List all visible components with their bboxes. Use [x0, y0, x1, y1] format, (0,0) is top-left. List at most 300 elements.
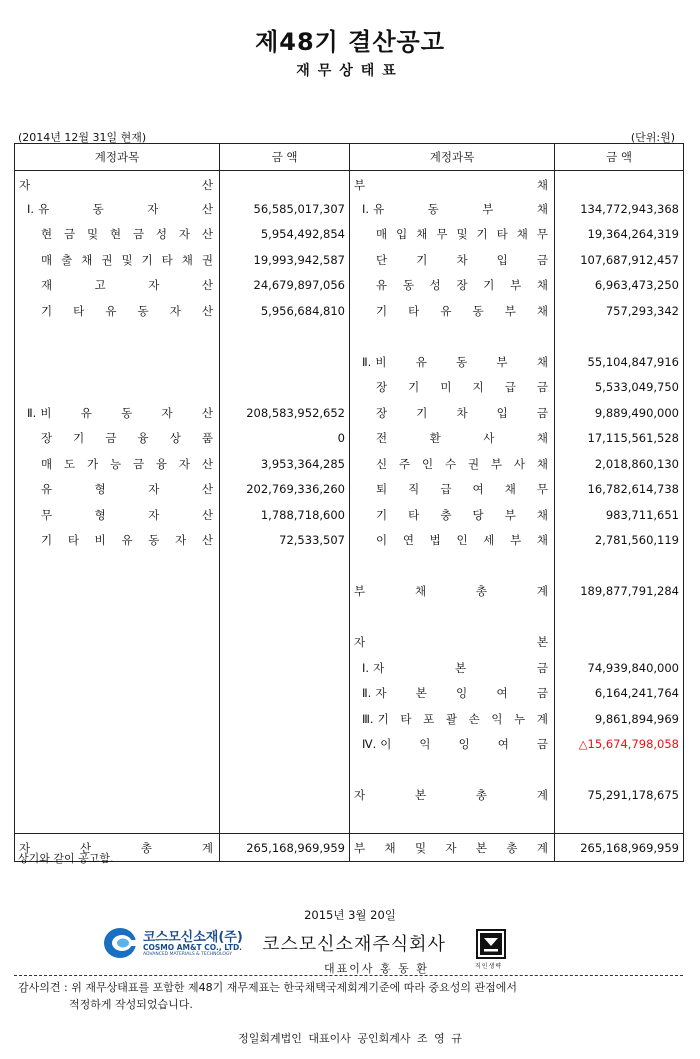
liability-equity-amount-cell: [555, 247, 684, 273]
account-label-part: 단: [376, 252, 388, 267]
account-label-part: 이 연 법 인 세 부 채: [376, 533, 548, 548]
account-label-part: 여: [496, 686, 508, 701]
account-label-part: 여: [497, 737, 509, 752]
header-amount-left: 금 액: [220, 144, 350, 171]
account-label: [354, 277, 550, 293]
roman-numeral: Ⅱ.: [362, 686, 372, 701]
liability-equity-account-cell: [350, 426, 555, 452]
table-row: [15, 630, 684, 656]
asset-amount-cell: [220, 757, 350, 783]
asset-amount-cell: [220, 247, 350, 273]
asset-account-cell: [15, 222, 220, 248]
asset-amount-cell: [220, 553, 350, 579]
liability-equity-account-cell: [350, 375, 555, 401]
account-label-part: 직: [408, 482, 420, 497]
account-label-part: 자: [19, 840, 31, 855]
account-label: [19, 507, 215, 523]
table-row: [15, 706, 684, 732]
account-label-part: 산: [79, 840, 92, 855]
roman-numeral: Ⅰ.: [362, 660, 370, 675]
account-label-part: 재: [41, 278, 53, 293]
account-label-part: 차: [456, 252, 468, 267]
liability-equity-account-cell: [350, 171, 555, 197]
liability-equity-amount-cell: [555, 808, 684, 834]
account-label-part: 계: [201, 840, 213, 855]
account-label: [19, 177, 215, 193]
liability-equity-account-cell: [350, 222, 555, 248]
account-label: [354, 303, 550, 319]
liability-equity-account-cell: [350, 502, 555, 528]
account-label-part: 기 타 비 유 동 자 산: [41, 533, 213, 548]
account-label-part: 이: [380, 737, 392, 752]
account-label-part: 총: [140, 840, 153, 855]
account-label-part: 채: [536, 177, 548, 192]
liability-equity-amount-cell: [555, 477, 684, 503]
liability-equity-account-cell: [350, 732, 555, 758]
liability-equity-amount-cell: [555, 757, 684, 783]
account-label-part: 금: [536, 686, 548, 701]
roman-numeral: Ⅰ.: [362, 201, 370, 216]
account-label-part: 산: [201, 405, 213, 420]
liability-equity-amount-cell: [555, 528, 684, 554]
divider: [14, 975, 683, 976]
asset-amount-cell: [220, 630, 350, 656]
date-note: (2014년 12월 31일 현재): [18, 131, 147, 144]
account-label-part: 동: [472, 303, 484, 318]
asset-amount-cell: [220, 171, 350, 197]
account-label-part: 산: [201, 482, 213, 497]
liability-equity-account-cell: [350, 477, 555, 503]
account-label-part: 무: [41, 507, 53, 522]
account-label: [19, 532, 215, 548]
account-label-part: 무: [536, 482, 548, 497]
liability-equity-amount-cell: [555, 426, 684, 452]
asset-amount-cell: [220, 196, 350, 222]
account-label-part: 유: [373, 201, 385, 216]
table-header-row: [15, 144, 684, 171]
table-body: [15, 171, 684, 862]
account-label-part: 동: [427, 201, 439, 216]
account-label-part: 차: [456, 405, 468, 420]
unit-note: (단위:원): [630, 131, 675, 144]
amount-value: 5,533,049,750: [594, 380, 679, 395]
asset-amount-cell: [220, 834, 350, 862]
account-label: [354, 787, 550, 803]
account-label: [354, 456, 550, 472]
amount-value: 5,954,492,854: [260, 227, 345, 242]
account-label-part: 신 주 인 수 권 부 사 채: [376, 456, 548, 471]
account-label-part: 타: [73, 303, 85, 318]
amount-value: 3,953,364,285: [260, 456, 345, 471]
account-label-part: 총: [475, 584, 488, 599]
liability-equity-account-cell: [350, 579, 555, 605]
seal-label: 직인생략: [475, 963, 503, 970]
asset-amount-cell: [220, 324, 350, 350]
account-label-part: 채: [384, 840, 396, 855]
account-label-part: 자: [373, 660, 385, 675]
amount-value: 6,963,473,250: [594, 278, 679, 293]
account-label-part: 자: [148, 482, 160, 497]
account-label-part: 부: [496, 354, 508, 369]
account-label: [354, 405, 550, 421]
liability-equity-account-cell: [350, 834, 555, 862]
account-label-part: 부: [504, 303, 516, 318]
asset-account-cell: [15, 681, 220, 707]
liability-equity-amount-cell: [555, 655, 684, 681]
total-row: [15, 834, 684, 862]
amount-value: 56,585,017,307: [253, 201, 345, 216]
amount-value: 75,291,178,675: [587, 788, 679, 803]
amount-value: 265,168,969,959: [246, 840, 345, 855]
account-label-part: 자: [161, 405, 173, 420]
amount-value: 74,939,840,000: [587, 660, 679, 675]
account-label-part: 장: [41, 431, 53, 446]
liability-equity-account-cell: [350, 349, 555, 375]
liability-equity-account-cell: [350, 655, 555, 681]
account-label-part: 채: [536, 354, 548, 369]
amount-value: 9,861,894,969: [594, 711, 679, 726]
account-label-text: [373, 201, 548, 217]
asset-account-cell: [15, 324, 220, 350]
roman-numeral: Ⅱ.: [27, 405, 37, 420]
table-row: [15, 655, 684, 681]
account-label-part: 채: [504, 482, 516, 497]
roman-numeral: Ⅱ.: [362, 354, 372, 369]
account-label-text: [375, 354, 548, 370]
amount-value: 983,711,651: [605, 507, 679, 522]
liability-equity-amount-cell: [555, 732, 684, 758]
asset-amount-cell: [220, 502, 350, 528]
asset-account-cell: [15, 196, 220, 222]
asset-account-cell: [15, 808, 220, 834]
asset-amount-cell: [220, 655, 350, 681]
account-label-part: 기: [376, 507, 388, 522]
asset-account-cell: [15, 706, 220, 732]
asset-amount-cell: [220, 528, 350, 554]
liability-equity-account-cell: [350, 553, 555, 579]
account-label: [354, 532, 550, 548]
account-label-part: 익: [419, 737, 431, 752]
account-label-part: 유: [105, 303, 117, 318]
amount-value: △15,674,798,058: [578, 737, 679, 752]
asset-account-cell: [15, 553, 220, 579]
liability-equity-account-cell: [350, 706, 555, 732]
liability-equity-account-cell: [350, 196, 555, 222]
asset-account-cell: [15, 451, 220, 477]
liability-equity-account-cell: [350, 400, 555, 426]
account-label-part: 잉: [456, 686, 468, 701]
liability-equity-amount-cell: [555, 324, 684, 350]
account-label: [354, 660, 550, 676]
account-label-part: 자: [375, 686, 387, 701]
account-label-part: 잉: [458, 737, 470, 752]
table-row: [15, 808, 684, 834]
asset-account-cell: [15, 630, 220, 656]
account-label-part: 매 출 채 권 및 기 타 채 권: [41, 252, 213, 267]
account-label-part: 자: [147, 201, 159, 216]
amount-value: 16,782,614,738: [587, 482, 679, 497]
asset-account-cell: [15, 477, 220, 503]
account-label: [354, 177, 550, 193]
liability-equity-amount-cell: [555, 400, 684, 426]
liability-equity-amount-cell: [555, 298, 684, 324]
account-label-part: 매 도 가 능 금 융 자 산: [41, 456, 213, 471]
amount-value: 202,769,336,260: [246, 482, 345, 497]
asset-account-cell: [15, 298, 220, 324]
account-label: [354, 430, 550, 446]
account-label-part: 본: [475, 840, 487, 855]
account-label-part: 금: [536, 405, 548, 420]
account-label-part: 부: [482, 201, 494, 216]
asset-account-cell: [15, 579, 220, 605]
account-label-part: 부: [354, 840, 366, 855]
liability-equity-amount-cell: [555, 375, 684, 401]
table-row: [15, 400, 684, 426]
account-label: [354, 354, 550, 370]
table-row: [15, 324, 684, 350]
account-label-part: 기: [73, 431, 85, 446]
account-label-text: [40, 405, 213, 421]
liability-equity-account-cell: [350, 757, 555, 783]
account-label-part: 본: [414, 788, 427, 803]
account-label-part: 비: [40, 405, 52, 420]
account-label: [354, 685, 550, 701]
account-label-part: 총: [475, 788, 488, 803]
liability-equity-amount-cell: [555, 706, 684, 732]
liability-equity-amount-cell: [555, 579, 684, 605]
account-label: [19, 430, 215, 446]
roman-numeral: Ⅰ.: [27, 201, 35, 216]
account-label-part: 부: [504, 507, 516, 522]
account-label: [354, 201, 550, 217]
page-title: 제48기 결산공고: [255, 28, 445, 56]
roman-numeral: Ⅳ.: [362, 737, 377, 752]
account-label-part: 자: [148, 507, 160, 522]
amount-value: 265,168,969,959: [580, 840, 679, 855]
amount-value: 757,293,342: [605, 303, 679, 318]
asset-account-cell: [15, 757, 220, 783]
liability-equity-amount-cell: [555, 171, 684, 197]
liability-equity-account-cell: [350, 604, 555, 630]
table-row: [15, 273, 684, 299]
page-subtitle: 재무상태표: [296, 63, 404, 79]
amount-value: 1,788,718,600: [260, 507, 345, 522]
liability-equity-account-cell: [350, 681, 555, 707]
account-label-part: 유: [80, 405, 92, 420]
account-label-part: 입: [496, 252, 508, 267]
table-row: [15, 349, 684, 375]
liability-equity-account-cell: [350, 630, 555, 656]
account-label-part: 기 타 포 괄 손 익 누 계: [377, 711, 548, 726]
account-label-part: 자: [19, 177, 31, 192]
account-label-part: 산: [201, 177, 213, 192]
account-label-part: 형: [94, 507, 106, 522]
asset-account-cell: [15, 426, 220, 452]
amount-value: 72,533,507: [279, 533, 345, 548]
amount-value: 208,583,952,652: [246, 405, 345, 420]
account-label: [19, 252, 215, 268]
account-label-part: 장: [376, 405, 388, 420]
asset-amount-cell: [220, 298, 350, 324]
amount-value: 189,877,791,284: [580, 584, 679, 599]
table-row: [15, 757, 684, 783]
liability-equity-account-cell: [350, 451, 555, 477]
table-row: [15, 477, 684, 503]
table-row: [15, 528, 684, 554]
account-label-part: 전: [376, 431, 388, 446]
account-label-part: 채: [536, 507, 548, 522]
account-label-part: 사: [483, 431, 495, 446]
liability-equity-account-cell: [350, 783, 555, 809]
balance-sheet-table: [14, 143, 684, 862]
table-row: [15, 553, 684, 579]
account-label-part: 동: [137, 303, 149, 318]
asset-amount-cell: [220, 451, 350, 477]
table-row: [15, 298, 684, 324]
account-label-text: [373, 660, 548, 676]
account-label-part: 금: [536, 660, 548, 675]
account-label-part: 자: [148, 278, 160, 293]
account-label-part: 급: [440, 482, 452, 497]
account-label: [19, 456, 215, 472]
account-label-part: 산: [201, 278, 213, 293]
asset-account-cell: [15, 375, 220, 401]
asset-account-cell: [15, 502, 220, 528]
account-label-part: 채: [414, 584, 427, 599]
account-label-part: 자: [354, 788, 366, 803]
account-label-part: 타: [408, 507, 420, 522]
account-label-part: 산: [201, 507, 213, 522]
table-row: [15, 171, 684, 197]
liability-equity-amount-cell: [555, 196, 684, 222]
account-label-part: 유: [41, 482, 53, 497]
amount-value: 107,687,912,457: [580, 252, 679, 267]
account-label-part: 품: [201, 431, 213, 446]
account-label: [19, 405, 215, 421]
asset-amount-cell: [220, 477, 350, 503]
logo-korean-name: 코스모신소재(주): [143, 930, 243, 945]
asset-amount-cell: [220, 681, 350, 707]
account-label-part: 장 기 미 지 급 금: [376, 380, 548, 395]
asset-account-cell: [15, 273, 220, 299]
liability-equity-account-cell: [350, 528, 555, 554]
account-label-part: 금: [536, 737, 548, 752]
account-label-part: 고: [94, 278, 106, 293]
account-label: [354, 736, 550, 752]
account-label-part: 비: [375, 354, 387, 369]
account-label-part: 채: [536, 431, 548, 446]
asset-amount-cell: [220, 808, 350, 834]
account-label-part: 유: [38, 201, 50, 216]
liability-equity-account-cell: [350, 298, 555, 324]
account-label-part: 채: [536, 303, 548, 318]
amount-value: 9,889,490,000: [594, 405, 679, 420]
account-label-part: 자: [354, 635, 366, 650]
amount-value: 134,772,943,368: [580, 201, 679, 216]
asset-account-cell: [15, 604, 220, 630]
seal-omitted-icon: [476, 929, 506, 959]
liability-equity-account-cell: [350, 273, 555, 299]
table-row: [15, 426, 684, 452]
asset-account-cell: [15, 732, 220, 758]
account-label-part: 기: [416, 252, 428, 267]
table-row: [15, 502, 684, 528]
sign-date: 2015년 3월 20일: [304, 908, 396, 922]
account-label-part: 자: [445, 840, 457, 855]
asset-amount-cell: [220, 604, 350, 630]
table-row: [15, 247, 684, 273]
liability-equity-amount-cell: [555, 604, 684, 630]
account-label-part: 채: [536, 201, 548, 216]
account-label-part: 기: [416, 405, 428, 420]
account-label-part: 산: [201, 303, 213, 318]
account-label-part: 타: [408, 303, 420, 318]
account-label-part: 본: [415, 686, 427, 701]
header-account-right: 계정과목: [350, 144, 555, 171]
account-label-part: 형: [94, 482, 106, 497]
account-label: [354, 634, 550, 650]
account-label: [354, 507, 550, 523]
logo-english-name: COSMO AM&T CO., LTD.: [143, 943, 243, 952]
account-label: [19, 226, 215, 242]
table-row: [15, 451, 684, 477]
closing-note: 상기와 같이 공고함.: [18, 852, 114, 865]
asset-account-cell: [15, 349, 220, 375]
account-label-part: 자: [169, 303, 181, 318]
account-label-part: 기: [41, 303, 53, 318]
audit-opinion-line1: 감사의견 : 위 재무상태표를 포함한 제48기 재무제표는 한국채택국제회계기준에 따라 중요성의 관점에서: [18, 981, 517, 994]
account-label: [19, 303, 215, 319]
liability-equity-account-cell: [350, 247, 555, 273]
asset-amount-cell: [220, 349, 350, 375]
account-label: [354, 840, 550, 856]
account-label-part: 계: [536, 584, 548, 599]
account-label-part: 여: [472, 482, 484, 497]
account-label-text: [378, 711, 548, 727]
asset-account-cell: [15, 171, 220, 197]
asset-amount-cell: [220, 579, 350, 605]
account-label-part: 부: [354, 584, 366, 599]
amount-value: 2,781,560,119: [594, 533, 679, 548]
table-row: [15, 222, 684, 248]
account-label-part: 상: [169, 431, 181, 446]
account-label-part: 환: [429, 431, 441, 446]
account-label-part: 당: [472, 507, 484, 522]
amount-value: 17,115,561,528: [587, 431, 679, 446]
amount-value: 6,164,241,764: [594, 686, 679, 701]
logo-tagline: ADVANCED MATERIALS & TECHNOLOGY: [143, 952, 232, 957]
account-label-part: 계: [536, 788, 548, 803]
account-label-part: 동: [92, 201, 104, 216]
account-label-part: 동: [121, 405, 133, 420]
account-label-part: 동: [456, 354, 468, 369]
account-label: [354, 711, 550, 727]
liability-equity-amount-cell: [555, 783, 684, 809]
asset-amount-cell: [220, 706, 350, 732]
account-label-part: 유: [440, 303, 452, 318]
account-label-text: [380, 736, 548, 752]
header-amount-right: 금 액: [555, 144, 684, 171]
roman-numeral: Ⅲ.: [362, 711, 374, 726]
table-row: [15, 681, 684, 707]
liability-equity-account-cell: [350, 808, 555, 834]
account-label-part: 부: [354, 177, 366, 192]
asset-amount-cell: [220, 426, 350, 452]
account-label-part: 금: [105, 431, 117, 446]
account-label: [19, 277, 215, 293]
account-label-text: [375, 685, 548, 701]
account-label: [19, 481, 215, 497]
